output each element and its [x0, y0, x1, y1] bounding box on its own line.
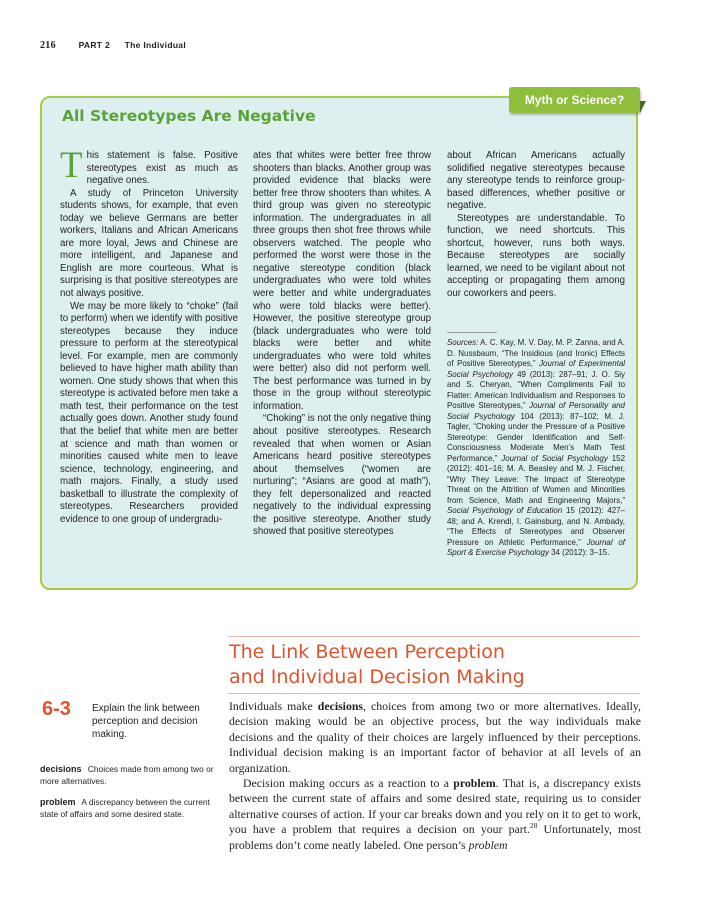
section-title-line-2: and Individual Decision Making [229, 666, 525, 688]
col2-paragraph-1: ates that whites were better free throw shooters than blacks. Another group was provided evidence that blacks were better free throw shooters than whites. A third group was given no stereotypic information. The undergraduates in all three groups then shot free throws while observers watched. The people who performed the worst were those in the negative stereotype condition (black undergraduates who were told whites were better and white undergraduates who were told blacks were better). However, the positive stereotype group (black undergraduates who were told blacks were better and white undergraduates who were told whites were better) also did not perform well. The best performance was turned in by those in the group without stereotypic information. [253, 150, 431, 412]
definition-text: Choices made from among two or more alternatives. [40, 764, 214, 786]
definition-term: problem [40, 797, 76, 807]
col1-paragraph-2: A study of Princeton University students shows, for example, that even today we believe Germans are better workers, Italians and African Americans are more loyal, Jews and Chinese are more intelligent, and Japanese and English are more courteous. What is surprising is that positive stereotypes are not always positive. [60, 187, 238, 300]
body-p1-a: Individuals make [229, 699, 318, 713]
box-title: All Stereotypes Are Negative [62, 107, 316, 125]
part-label: PART 2 [78, 40, 110, 50]
col1-paragraph-3: We may be more likely to “choke” (fail to perform) when we identify with positive stereotypes because they induce pressure to perform at the stereotypical level. For example, men are commonly believed to have higher math ability than women. One study shows that when this stereotype is activated before men take a math test, their performance on the test actually goes down. Another study found that the belief that white men are better at science and math than women or minorities caused white men to leave science, technology, engineering, and math majors. Finally, a study used basketball to illustrate the complexity of stereotypes. Researchers provided evidence to one group of undergradu- [60, 300, 238, 525]
source-3-journal: Journal of Social Psychology [501, 453, 608, 463]
footnote-reference: 28 [529, 821, 538, 831]
body-p2-b: . That is, a discrepancy exists between the current state of affairs and some desired state, requiring us to consider alternative courses of action. If your car breaks down and you rely on it to get to work, you have a problem that requires a decision on your part. [229, 776, 641, 837]
col2-paragraph-2: “Choking” is not the only negative thing about positive stereotypes. Research revealed that when women or Asian Americans heard positive stereotypes about themselves (“women are nurturing”; “Asians are good at math”), they felt depersonalized and reacted negatively to the individual expressing the positive stereotype. Another study showed that positive stereotypes [253, 413, 431, 538]
sources-divider [447, 332, 497, 333]
definition-problem [40, 797, 220, 820]
body-paragraph-1 [229, 699, 641, 776]
body-paragraph-2 [229, 776, 641, 853]
source-1-journal: Journal of Experimental Social Psychology [447, 359, 625, 379]
sources-note [447, 338, 625, 559]
section-bottom-rule [228, 693, 640, 694]
source-4-ref: 15 (2012): 427–48; and [447, 506, 625, 526]
source-5-ref: 34 (2012): 3–15. [551, 548, 610, 557]
learning-objective-text: Explain the link between perception and decision making. [92, 703, 200, 740]
body-p2-emphasis: problem [468, 837, 508, 852]
body-p2-a: Decision making occurs as a reaction to a [243, 776, 454, 791]
col1-p1-text: his statement is false. Positive stereotypes exist as much as negative ones. [86, 150, 238, 187]
part-title: The Individual [124, 40, 186, 50]
definition-decisions [40, 764, 220, 787]
definition-text: A discrepancy between the current state of affairs and some desired state. [40, 797, 210, 819]
section-title-line-1: The Link Between Perception [229, 641, 505, 663]
section-top-rule [228, 636, 640, 637]
body-p1-b: , choices from among two or more alternatives. Ideally, decision making would be an objective process, but the way individuals make decisions and the quality of their choices are largely influenced by their perceptions. Individual decision making is an important factor of behavior at all levels of an organization. [229, 699, 641, 775]
key-term-problem: problem [453, 776, 496, 791]
running-header [40, 40, 186, 51]
col3-paragraph-1: about African Americans actually solidified negative stereotypes because any stereotype tends to reinforce group-based differences, whether positive or negative. [447, 150, 625, 212]
myth-or-science-tab: Myth or Science? [509, 87, 640, 113]
body-p2-c: Unfortunately, most problems don’t come neatly labeled. One person’s [229, 822, 641, 852]
source-4-authors: M. A. Beasley and M. J. Fischer, “Why They Leave: The Impact of Stereotype Threat on the Attrition of Women and Minorities from Science, Math and Engineering Majors,” [447, 464, 625, 505]
source-1-ref: 49 (2013): 287–91; [517, 369, 588, 379]
source-2-journal: Journal of Personality and Social Psychology [447, 401, 625, 421]
section-title [229, 640, 525, 690]
source-5-authors: A. Krendl, I. Gainsburg, and N. Ambady, “The Effects of Stereotypes and Observer Pressure on Athletic Performance,” [447, 516, 625, 547]
box-column-3 [447, 150, 625, 301]
page-number: 216 [40, 40, 56, 51]
drop-cap: T [60, 145, 83, 186]
key-term-decisions: decisions [317, 699, 364, 713]
source-2-ref: 104 (2013): 87–102; [520, 411, 599, 421]
source-3-authors: M. J. Tagler, “Choking under the Pressure of a Positive Stereotype: Gender Identification and Self-Consciousness Moderate Men’s Math Test Performance,” [447, 411, 625, 463]
learning-objective-number: 6-3 [42, 698, 71, 720]
col3-paragraph-2: Stereotypes are understandable. To function, we need shortcuts. This shortcut, however, runs both ways. Because stereotypes are socially learned, we need to be vigilant about not accepting or propagating them among our coworkers and peers. [447, 212, 625, 300]
col1-paragraph-1 [60, 145, 238, 188]
sources-label: Sources: [447, 338, 479, 347]
source-5-journal: Journal of Sport & Exercise Psychology [447, 537, 626, 557]
box-column-1 [60, 145, 238, 526]
definition-term: decisions [40, 764, 82, 774]
source-3-ref: 152 (2012): 401–16; [447, 453, 625, 473]
body-text [229, 699, 641, 853]
box-column-2 [253, 150, 431, 539]
source-1-authors: A. C. Kay, M. V. Day, M. P. Zanna, and A. D. Nussbaum, “The Insidious (and Ironic) Effects of Positive Stereotypes,” [447, 338, 625, 368]
source-2-authors: J. O. Siy and S. Cheryan, “When Compliments Fail to Flatter: American Individualism and Responses to Positive Stereotypes,” [447, 369, 625, 410]
source-4-journal: Social Psychology of Education [447, 506, 563, 515]
